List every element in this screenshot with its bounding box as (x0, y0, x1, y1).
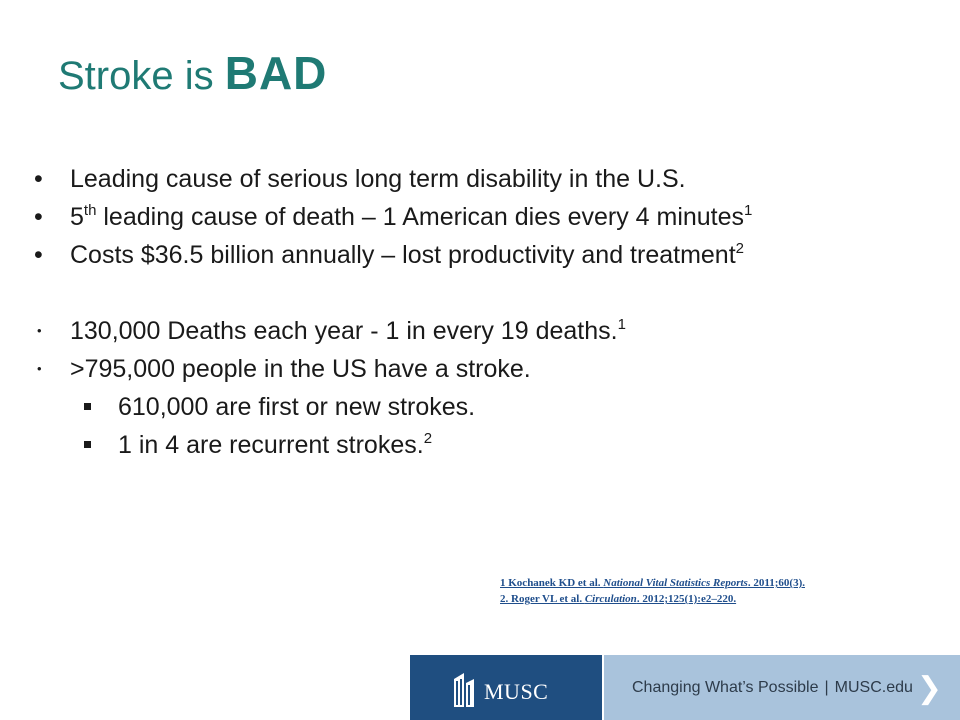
footer-banner (410, 655, 960, 720)
square-bullet-icon (84, 403, 91, 410)
bullet-dot: • (34, 165, 43, 193)
slide-title (58, 47, 328, 99)
logo-text: MUSC (484, 679, 549, 704)
citation-marker: 2 (735, 240, 744, 257)
bullet-item (34, 312, 954, 350)
sub-bullet-item (34, 426, 954, 464)
title-emphasis: BAD (224, 47, 328, 99)
bullet-text: 5 (70, 203, 84, 231)
bullet-superscript: th (83, 202, 97, 219)
citation-marker: 1 (617, 316, 626, 333)
bullet-dot: • (37, 361, 42, 376)
citation-marker: 1 (744, 202, 753, 219)
spacer (34, 274, 954, 312)
bullet-text: >795,000 people in the US have a stroke. (70, 355, 531, 383)
bullet-text: 130,000 Deaths each year - 1 in every 19 deaths. (70, 317, 618, 345)
logo-panel (410, 655, 602, 720)
references (500, 575, 805, 607)
building-logo-icon (450, 669, 480, 709)
bullet-dot: • (37, 323, 42, 338)
tagline (632, 679, 913, 697)
bullet-item (34, 350, 954, 388)
chevron-right-icon[interactable]: ❯ (916, 672, 942, 705)
bullet-text: Costs $36.5 billion annually – lost productivity and treatment (70, 241, 736, 269)
bullet-text: Leading cause of serious long term disability in the U.S. (70, 165, 686, 193)
bullet-item (34, 160, 954, 198)
reference-link-1[interactable]: 1 Kochanek KD et al. National Vital Statistics Reports. 2011;60(3). (500, 577, 805, 589)
square-bullet-icon (84, 441, 91, 448)
title-prefix: Stroke is (58, 54, 225, 98)
bullet-dot: • (34, 241, 43, 269)
reference-link-2[interactable]: 2. Roger VL et al. Circulation. 2012;125(1):e2–220. (500, 593, 737, 605)
citation-marker: 2 (423, 430, 433, 447)
sub-bullet-text: 1 in 4 are recurrent strokes. (118, 431, 424, 459)
bullet-item (34, 236, 954, 274)
bullet-dot: • (34, 203, 43, 231)
bullet-list (34, 160, 954, 464)
sub-bullet-item (34, 388, 954, 426)
site-link[interactable]: MUSC.edu (834, 679, 913, 696)
bullet-text: leading cause of death – 1 American dies every 4 minutes (96, 203, 745, 231)
tagline-panel (604, 655, 960, 720)
tagline-separator: | (824, 679, 829, 696)
sub-bullet-text: 610,000 are first or new strokes. (118, 393, 476, 421)
tagline-text: Changing What’s Possible (632, 679, 819, 696)
bullet-item (34, 198, 954, 236)
